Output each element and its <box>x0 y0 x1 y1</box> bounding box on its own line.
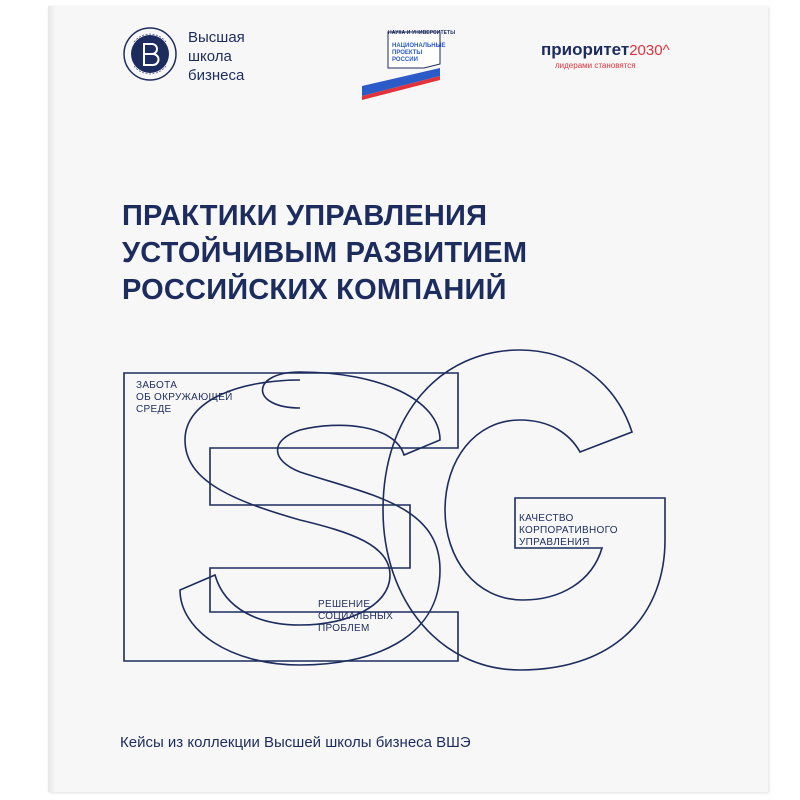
environment-label-line: СРЕДЕ <box>136 404 172 415</box>
social-label-line: РЕШЕНИЕ <box>318 599 371 610</box>
letter-g-outline <box>383 350 665 670</box>
environment-label-line: ОБ ОКРУЖАЮЩЕЙ <box>136 392 233 403</box>
environment-label-line: ЗАБОТА <box>136 380 178 391</box>
title-line: РОССИЙСКИХ КОМПАНИЙ <box>122 274 507 306</box>
priority-word: приоритет <box>541 40 630 59</box>
social-label <box>318 599 393 635</box>
national-projects-line: РОССИИ <box>392 57 418 63</box>
social-label-line: СОЦИАЛЬНЫХ <box>318 611 394 622</box>
title-line: УСТОЙЧИВЫМ РАЗВИТИЕМ <box>122 237 528 269</box>
national-projects-line: ПРОЕКТЫ <box>392 50 423 56</box>
hse-name-line: Высшая <box>188 29 245 46</box>
governance-label-line: УПРАВЛЕНИЯ <box>519 537 590 548</box>
governance-label <box>519 513 618 549</box>
national-projects-small-text: НАУКА И УНИВЕРСИТЕТЫ <box>388 30 456 36</box>
hse-name-line: школа <box>188 48 232 65</box>
social-label-line: ПРОБЛЕМ <box>318 623 370 634</box>
priority-number: 2030^ <box>629 42 670 59</box>
governance-label-line: КАЧЕСТВО <box>519 513 574 524</box>
national-projects-line: НАЦИОНАЛЬНЫЕ <box>392 43 446 49</box>
governance-label-line: КОРПОРАТИВНОГО <box>519 525 618 536</box>
cases-collection-subtitle: Кейсы из коллекции Высшей школы бизнеса ВШЭ <box>120 734 471 751</box>
hse-name-line: бизнеса <box>188 67 245 84</box>
environment-label <box>136 380 233 416</box>
priority-tagline: лидерами становятся <box>555 61 636 70</box>
title-line: ПРАКТИКИ УПРАВЛЕНИЯ <box>122 200 488 232</box>
